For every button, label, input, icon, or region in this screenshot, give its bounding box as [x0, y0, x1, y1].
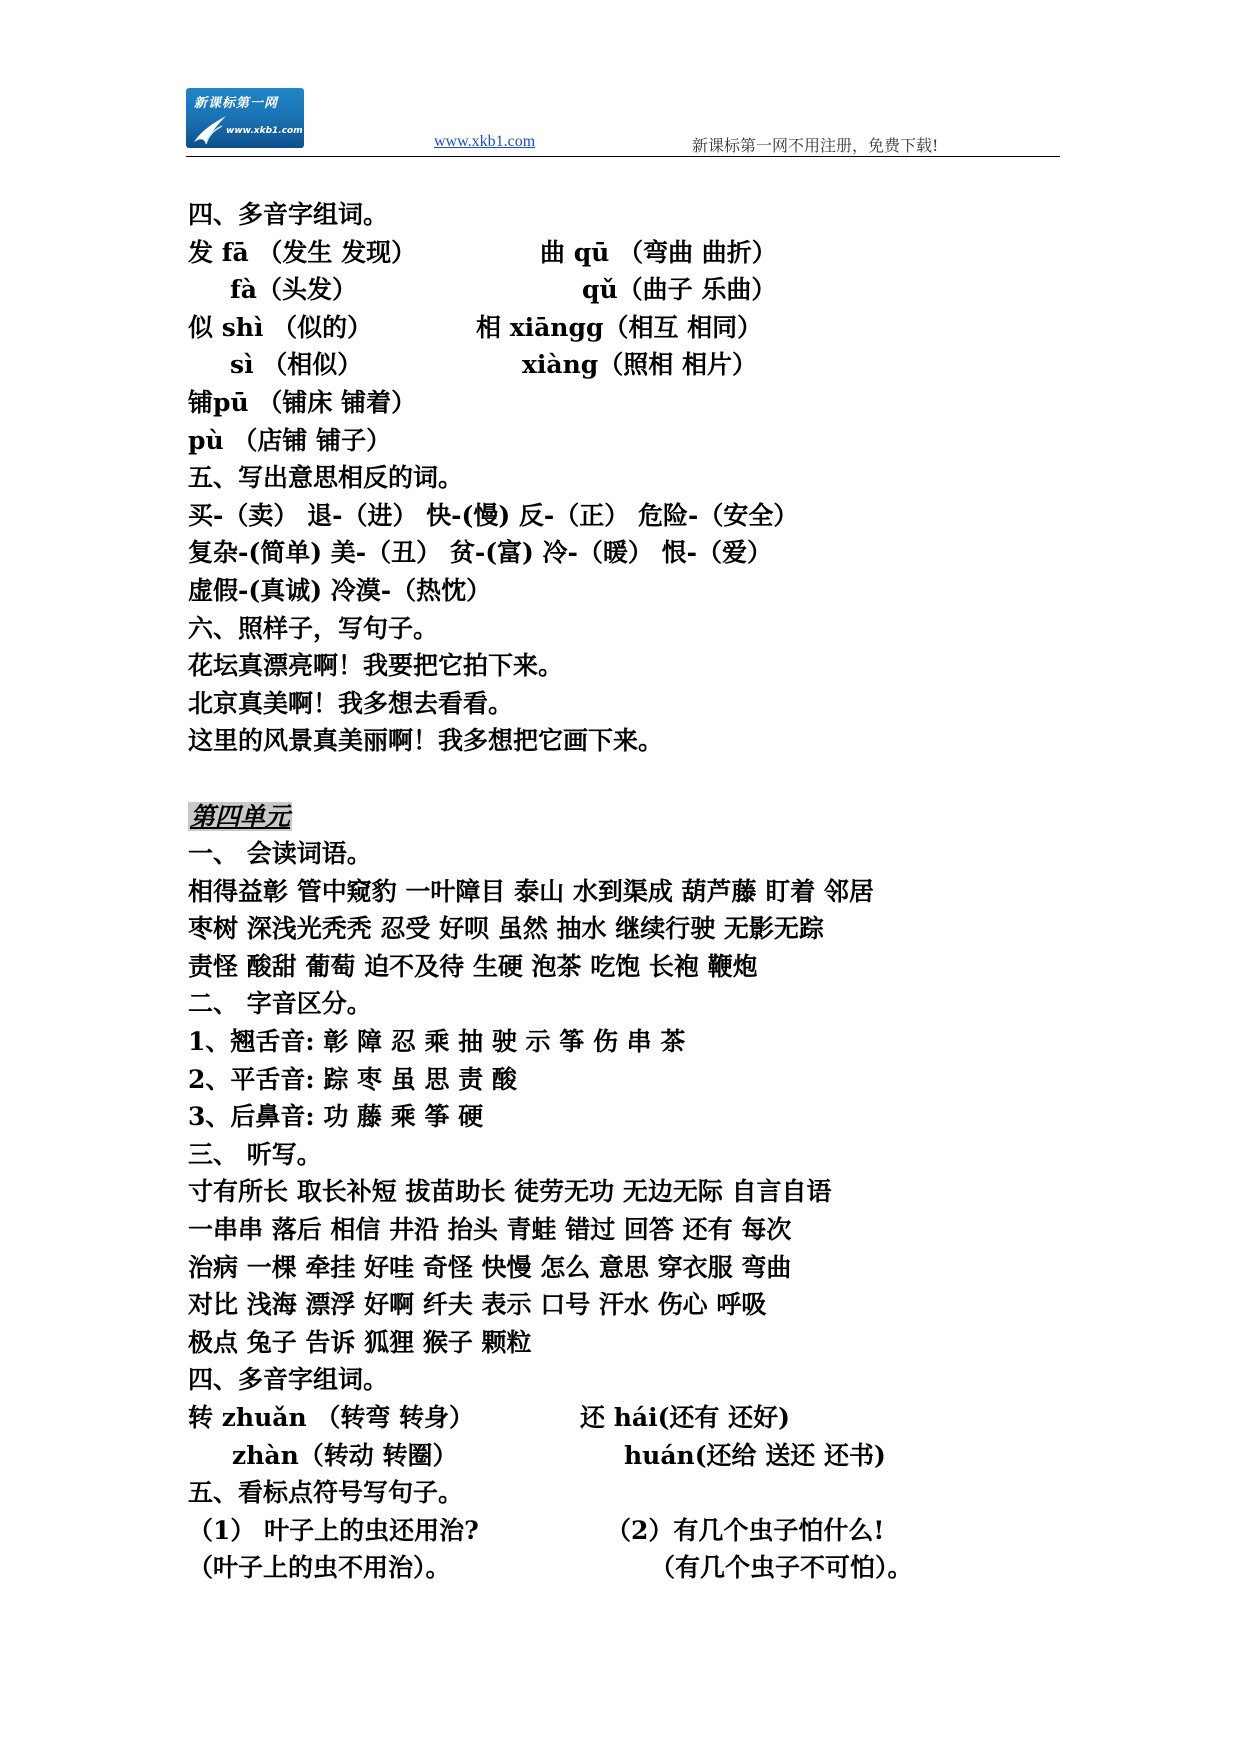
text-segment: （2）有几个虫子怕什么! [606, 1515, 885, 1545]
document-body [188, 196, 1088, 1587]
section-heading: 五、写出意思相反的词。 [188, 463, 464, 493]
text-line: 极点 兔子 告诉 狐狸 猴子 颗粒 [188, 1327, 532, 1357]
text-segment: xiàng（照相 相片） [522, 350, 757, 380]
text-segment: 相 xiāngg（相互 相同） [476, 312, 763, 342]
section-heading: 四、多音字组词。 [188, 1365, 389, 1395]
text-segment: 似 shì （似的） [188, 312, 373, 342]
text-segment: 发 fā （发生 发现） [188, 237, 417, 267]
text-line: 枣树 深浅光秃秃 忍受 好呗 虽然 抽水 继续行驶 无影无踪 [188, 914, 824, 944]
section-heading: 三、 听写。 [188, 1139, 322, 1169]
unit-title-line [188, 798, 1088, 836]
text-segment: sì （相似） [230, 350, 363, 380]
text-line: 对比 浅海 漂浮 好啊 纤夫 表示 口号 汗水 伤心 呼吸 [188, 1290, 767, 1320]
text-line: 铺pū （铺床 铺着） [188, 387, 417, 417]
text-segment: （叶子上的虫不用治）。 [188, 1553, 451, 1583]
section-heading: 六、照样子，写句子。 [188, 613, 439, 643]
text-line: pù （店铺 铺子） [188, 425, 392, 455]
unit-title: 第四单元 [190, 801, 291, 831]
text-segment: fà（头发） [230, 275, 357, 305]
text-line: 买-（卖） 退-（进） 快-(慢) 反-（正） 危险-（安全） [188, 500, 799, 530]
text-line [188, 1437, 1088, 1475]
text-line [188, 1399, 1088, 1437]
page-header [186, 88, 1060, 158]
header-note: 新课标第一网不用注册，免费下载! [692, 136, 939, 155]
text-segment: huán(还给 送还 还书) [624, 1440, 886, 1470]
blank-line [188, 760, 1088, 798]
logo-title: 新课标第一网 [194, 96, 279, 111]
section-heading: 五、看标点符号写句子。 [188, 1478, 464, 1508]
text-segment: （有几个虫子不可怕）。 [650, 1553, 913, 1583]
text-line: 相得益彰 管中窥豹 一叶障目 泰山 水到渠成 葫芦藤 盯着 邻居 [188, 876, 874, 906]
text-line [188, 346, 1088, 384]
text-line: 治病 一棵 牵挂 好哇 奇怪 快慢 怎么 意思 穿衣服 弯曲 [188, 1252, 792, 1282]
text-line: 北京真美啊！我多想去看看。 [188, 688, 514, 718]
text-line: 一串串 落后 相信 井沿 抬头 青蛙 错过 回答 还有 每次 [188, 1215, 792, 1245]
text-segment: （1） 叶子上的虫还用治? [188, 1515, 479, 1545]
text-segment: zhàn（转动 转圈） [232, 1440, 458, 1470]
text-line [188, 1512, 1088, 1550]
text-segment: 转 zhuǎn （转弯 转身） [188, 1403, 475, 1432]
site-logo[interactable] [186, 88, 304, 148]
section-heading: 四、多音字组词。 [188, 200, 389, 229]
section-heading: 一、 会读词语。 [188, 839, 372, 869]
text-line: 责怪 酸甜 葡萄 迫不及待 生硬 泡茶 吃饱 长袍 鞭炮 [188, 951, 758, 981]
text-line: 复杂-(简单) 美-（丑） 贫-(富) 冷-（暖） 恨-（爱） [188, 538, 773, 568]
header-divider [186, 156, 1060, 157]
text-segment: 曲 qū （弯曲 曲折） [540, 237, 777, 267]
logo-url: www.xkb1.com [226, 126, 303, 136]
text-line: 寸有所长 取长补短 拔苗助长 徒劳无功 无边无际 自言自语 [188, 1177, 832, 1207]
site-link[interactable]: www.xkb1.com [434, 133, 536, 150]
text-line: 2、平舌音: 踪 枣 虽 思 责 酸 [188, 1064, 517, 1094]
text-line [188, 309, 1088, 347]
text-line: 1、翘舌音: 彰 障 忍 乘 抽 驶 示 筝 伤 串 茶 [188, 1027, 686, 1057]
section-heading: 二、 字音区分。 [188, 989, 372, 1019]
bird-icon [192, 112, 228, 146]
text-line: 3、后鼻音: 功 藤 乘 筝 硬 [188, 1102, 484, 1132]
text-line [188, 271, 1088, 309]
text-segment: 还 hái(还有 还好) [580, 1403, 790, 1432]
text-line [188, 1549, 1088, 1587]
text-line: 虚假-(真诚) 冷漠-（热忱） [188, 575, 492, 605]
text-line: 这里的风景真美丽啊！我多想把它画下来。 [188, 726, 664, 756]
text-segment: qǔ（曲子 乐曲） [582, 275, 777, 305]
text-line [188, 234, 1088, 272]
text-line: 花坛真漂亮啊！我要把它拍下来。 [188, 651, 564, 681]
